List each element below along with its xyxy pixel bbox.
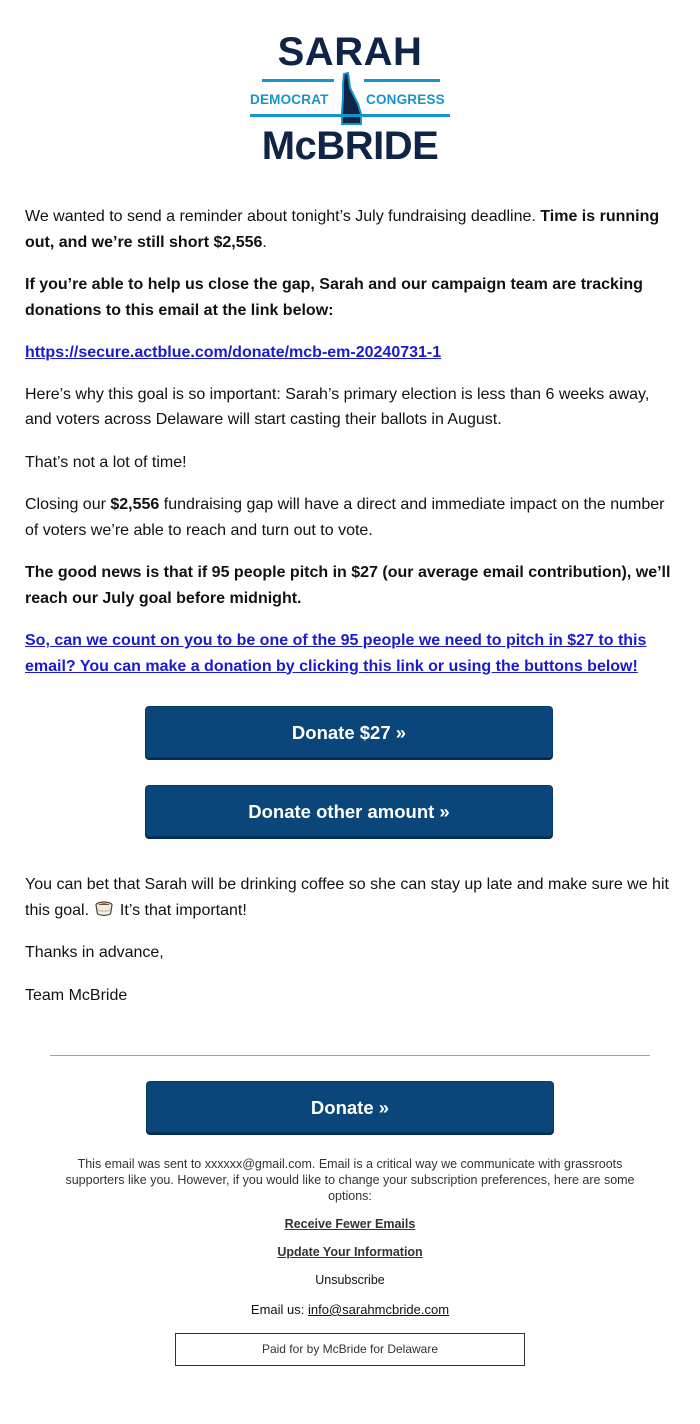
donate-27-button[interactable]: Donate $27 »	[145, 706, 553, 758]
paragraph-reminder	[25, 204, 673, 255]
delaware-state-icon	[336, 72, 362, 126]
actblue-donate-link[interactable]: https://secure.actblue.com/donate/mcb-em-20240731-1	[25, 344, 442, 361]
campaign-logo	[246, 30, 454, 168]
logo-tag-democrat: DEMOCRAT	[250, 92, 329, 107]
paid-for-disclaimer: Paid for by McBride for Delaware	[175, 1333, 525, 1366]
reminder-bold: Time is running out, and we’re still short $2,556	[25, 208, 660, 251]
footer-notice: This email was sent to xxxxxx@gmail.com. Email is a critical way we communicate with grassroots supporters like you. However, if you would like to change your subscription preferences, here are some options:	[65, 1157, 635, 1203]
gap-amount: $2,556	[110, 496, 160, 513]
footer-divider	[50, 1055, 650, 1056]
unsubscribe-link[interactable]: Unsubscribe	[315, 1273, 385, 1287]
cta-donate-link[interactable]: So, can we count on you to be one of the 95 people we need to pitch in $27 to this email? You can make a donation by clicking this link or using the buttons below!	[25, 632, 647, 675]
gap-text-end: fundraising gap will have a direct and immediate impact on the number of voters we’re able to reach and turn out to vote.	[25, 496, 665, 539]
logo-first-name: SARAH	[277, 30, 423, 74]
paragraph-thanks: Thanks in advance,	[25, 944, 164, 961]
paragraph-tracking: If you’re able to help us close the gap, Sarah and our campaign team are tracking donations to this email at the link below:	[25, 276, 643, 319]
logo-last-name: McBRIDE	[261, 124, 439, 168]
paragraph-good-news: The good news is that if 95 people pitch in $27 (our average email contribution), we’ll reach our July goal before midnight.	[25, 564, 671, 607]
reminder-end: .	[262, 233, 267, 251]
receive-fewer-emails-link[interactable]: Receive Fewer Emails	[284, 1217, 416, 1231]
paragraph-why: Here’s why this goal is so important: Sarah’s primary election is less than 6 weeks away, and voters across Delaware will start casting their ballots in August.	[25, 385, 650, 428]
gap-text-start: Closing our	[25, 496, 111, 513]
logo-rule-left	[262, 79, 334, 82]
update-information-link[interactable]: Update Your Information	[277, 1245, 423, 1259]
paragraph-coffee	[25, 872, 673, 923]
paragraph-signoff: Team McBride	[25, 986, 128, 1004]
paragraph-cta	[25, 628, 673, 679]
donate-button[interactable]: Donate »	[146, 1081, 554, 1133]
donate-27-row	[25, 706, 673, 785]
logo-tag-congress: CONGRESS	[366, 92, 445, 107]
coffee-text-start: You can bet that Sarah will be drinking coffee so she can stay up late and make sure we hit this goal.	[25, 876, 669, 919]
coffee-text-end: It’s that important!	[115, 901, 247, 919]
paragraph-donate-link	[25, 340, 673, 366]
donate-other-row	[25, 785, 673, 872]
email-us-label: Email us:	[250, 1302, 308, 1317]
logo-rule-right	[364, 79, 440, 82]
email-body	[25, 204, 673, 1025]
email-footer	[60, 1156, 640, 1366]
donate-other-amount-button[interactable]: Donate other amount »	[145, 785, 553, 837]
coffee-cup-icon	[95, 901, 113, 917]
paragraph-not-much-time: That’s not a lot of time!	[25, 453, 187, 471]
logo-rule-bottom	[250, 114, 450, 117]
reminder-text: We wanted to send a reminder about tonight’s July fundraising deadline.	[25, 208, 541, 225]
contact-email-link[interactable]: info@sarahmcbride.com	[307, 1302, 450, 1317]
paragraph-gap	[25, 492, 673, 543]
footer-email-line	[60, 1302, 640, 1318]
